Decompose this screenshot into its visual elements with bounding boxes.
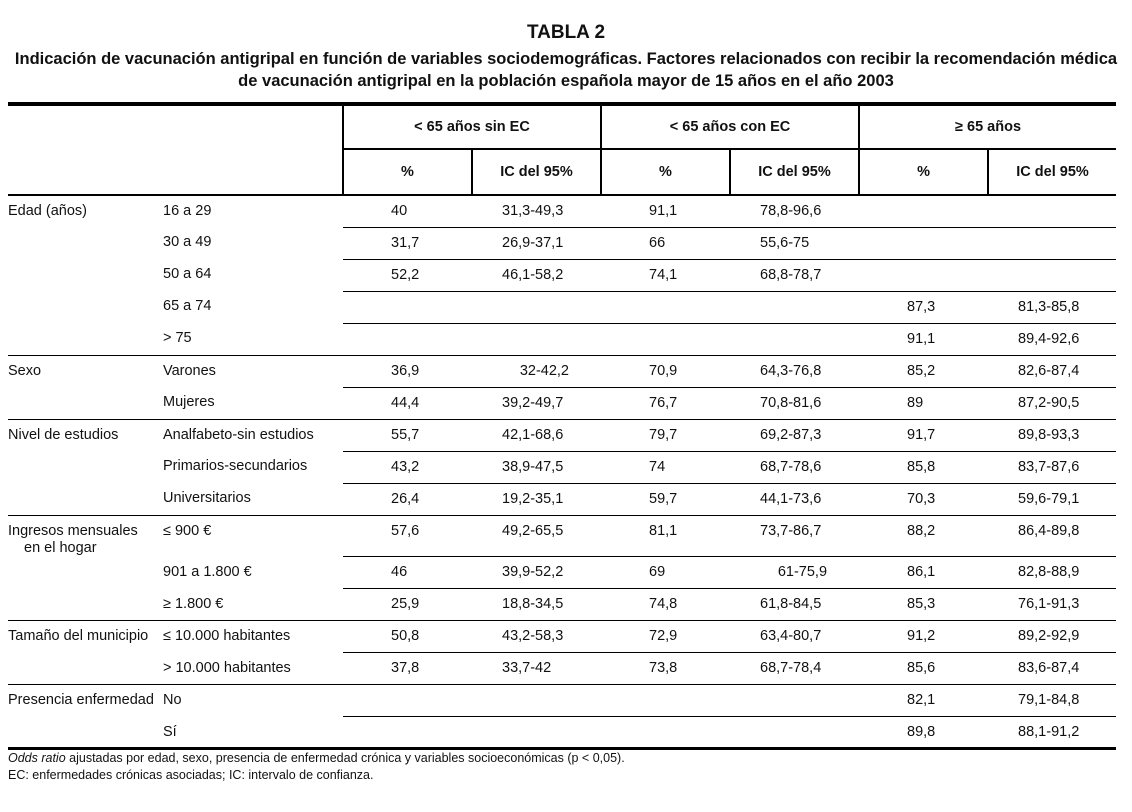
table-row bbox=[8, 653, 1116, 685]
row-category-label: Edad (años) bbox=[8, 203, 87, 219]
cell-ic: 44,1-73,6 bbox=[730, 483, 859, 515]
header-pct: % bbox=[343, 149, 472, 195]
cell-pct: 26,4 bbox=[343, 483, 472, 515]
cell-pct: 89,8 bbox=[859, 717, 988, 749]
cell-pct: 91,1 bbox=[859, 323, 988, 355]
row-category bbox=[8, 195, 160, 227]
cell-ic: 49,2-65,5 bbox=[472, 515, 601, 557]
header-empty bbox=[8, 104, 343, 149]
row-label: 901 a 1.800 € bbox=[163, 563, 252, 580]
cell-pct: 89 bbox=[859, 387, 988, 419]
table-row bbox=[8, 419, 1116, 451]
cell-ic: 69,2-87,3 bbox=[730, 419, 859, 451]
row-category-label: Ingresos mensuales bbox=[8, 522, 138, 539]
header-pct: % bbox=[859, 149, 988, 195]
cell-pct bbox=[601, 685, 730, 717]
row-label: Sí bbox=[160, 717, 343, 749]
cell-ic: 61-75,9 bbox=[730, 557, 859, 589]
row-label: Analfabeto-sin estudios bbox=[163, 426, 314, 443]
footnote-1 bbox=[8, 751, 625, 765]
cell-pct bbox=[601, 291, 730, 323]
cell-pct: 70,9 bbox=[601, 355, 730, 387]
cell-pct: 44,4 bbox=[343, 387, 472, 419]
row-category bbox=[8, 557, 160, 589]
cell-ic bbox=[988, 259, 1116, 291]
row-category bbox=[8, 515, 160, 557]
row-category-label: Nivel de estudios bbox=[8, 426, 119, 443]
table-row bbox=[8, 259, 1116, 291]
cell-ic: 82,6-87,4 bbox=[988, 355, 1116, 387]
footnote-1-italic: Odds ratio bbox=[8, 751, 66, 765]
footnote-2: EC: enfermedades crónicas asociadas; IC: intervalo de confianza. bbox=[8, 768, 374, 782]
cell-ic: 81,3-85,8 bbox=[988, 291, 1116, 323]
cell-pct: 31,7 bbox=[343, 227, 472, 259]
cell-pct: 70,3 bbox=[859, 483, 988, 515]
cell-pct: 59,7 bbox=[601, 483, 730, 515]
table-row bbox=[8, 195, 1116, 227]
header-group-2: < 65 años con EC bbox=[601, 104, 859, 149]
cell-ic: 86,4-89,8 bbox=[988, 515, 1116, 557]
cell-pct bbox=[859, 195, 988, 227]
footnote-1-rest: ajustadas por edad, sexo, presencia de enfermedad crónica y variables socioeconómicas (p < 0,05). bbox=[65, 751, 625, 765]
cell-pct: 36,9 bbox=[343, 355, 472, 387]
cell-ic: 76,1-91,3 bbox=[988, 589, 1116, 621]
table-row bbox=[8, 589, 1116, 621]
cell-ic: 68,7-78,6 bbox=[730, 451, 859, 483]
cell-ic: 63,4-80,7 bbox=[730, 621, 859, 653]
cell-ic: 55,6-75 bbox=[730, 227, 859, 259]
cell-pct: 52,2 bbox=[343, 259, 472, 291]
cell-pct: 76,7 bbox=[601, 387, 730, 419]
row-category bbox=[8, 323, 160, 355]
row-label: 16 a 29 bbox=[163, 203, 212, 219]
cell-pct: 85,8 bbox=[859, 451, 988, 483]
row-category bbox=[8, 621, 160, 653]
header-pct: % bbox=[601, 149, 730, 195]
cell-ic: 68,7-78,4 bbox=[730, 653, 859, 685]
cell-ic: 32-42,2 bbox=[472, 355, 601, 387]
cell-ic: 83,7-87,6 bbox=[988, 451, 1116, 483]
table-title-line2: de vacunación antigripal en la población española mayor de 15 años en el año 2003 bbox=[238, 72, 894, 90]
row-category-label-2: en el hogar bbox=[24, 539, 97, 556]
table-row bbox=[8, 387, 1116, 419]
cell-ic: 73,7-86,7 bbox=[730, 515, 859, 557]
cell-ic bbox=[472, 685, 601, 717]
row-category bbox=[8, 419, 160, 451]
cell-pct bbox=[343, 717, 472, 749]
cell-pct bbox=[601, 717, 730, 749]
cell-pct: 25,9 bbox=[343, 589, 472, 621]
header-ic: IC del 95% bbox=[988, 149, 1116, 195]
cell-pct: 66 bbox=[601, 227, 730, 259]
row-label: 30 a 49 bbox=[163, 234, 212, 250]
cell-ic: 87,2-90,5 bbox=[988, 387, 1116, 419]
table-row bbox=[8, 355, 1116, 387]
cell-pct: 40 bbox=[343, 195, 472, 227]
cell-ic: 89,4-92,6 bbox=[988, 323, 1116, 355]
cell-pct: 81,1 bbox=[601, 515, 730, 557]
cell-pct: 91,2 bbox=[859, 621, 988, 653]
row-category bbox=[8, 355, 160, 387]
table-body bbox=[8, 195, 1116, 749]
cell-ic: 68,8-78,7 bbox=[730, 259, 859, 291]
cell-ic: 61,8-84,5 bbox=[730, 589, 859, 621]
cell-pct: 86,1 bbox=[859, 557, 988, 589]
row-label: 50 a 64 bbox=[163, 266, 212, 282]
cell-ic: 89,8-93,3 bbox=[988, 419, 1116, 451]
cell-ic: 82,8-88,9 bbox=[988, 557, 1116, 589]
row-label: Mujeres bbox=[160, 387, 343, 419]
cell-ic bbox=[730, 685, 859, 717]
table-row bbox=[8, 483, 1116, 515]
cell-ic: 46,1-58,2 bbox=[472, 259, 601, 291]
row-category bbox=[8, 653, 160, 685]
row-label: Varones bbox=[163, 362, 216, 379]
row-category bbox=[8, 291, 160, 323]
header-group-3: ≥ 65 años bbox=[859, 104, 1116, 149]
cell-ic: 88,1-91,2 bbox=[988, 717, 1116, 749]
cell-pct: 50,8 bbox=[343, 621, 472, 653]
table-row bbox=[8, 621, 1116, 653]
row-category bbox=[8, 685, 160, 717]
cell-ic bbox=[472, 323, 601, 355]
cell-ic: 31,3-49,3 bbox=[472, 195, 601, 227]
cell-ic: 26,9-37,1 bbox=[472, 227, 601, 259]
cell-pct: 74,1 bbox=[601, 259, 730, 291]
cell-pct: 69 bbox=[601, 557, 730, 589]
row-label: ≤ 900 € bbox=[163, 522, 212, 539]
cell-ic: 18,8-34,5 bbox=[472, 589, 601, 621]
cell-pct: 74 bbox=[601, 451, 730, 483]
cell-pct: 72,9 bbox=[601, 621, 730, 653]
cell-ic: 89,2-92,9 bbox=[988, 621, 1116, 653]
cell-pct: 88,2 bbox=[859, 515, 988, 557]
cell-ic: 43,2-58,3 bbox=[472, 621, 601, 653]
cell-ic: 70,8-81,6 bbox=[730, 387, 859, 419]
cell-ic: 83,6-87,4 bbox=[988, 653, 1116, 685]
row-label: 65 a 74 bbox=[163, 298, 212, 314]
table-row bbox=[8, 557, 1116, 589]
cell-ic bbox=[472, 717, 601, 749]
cell-pct: 87,3 bbox=[859, 291, 988, 323]
row-category bbox=[8, 259, 160, 291]
cell-pct: 43,2 bbox=[343, 451, 472, 483]
row-category-label: Sexo bbox=[8, 362, 42, 379]
cell-pct bbox=[601, 323, 730, 355]
cell-pct: 91,1 bbox=[601, 195, 730, 227]
cell-ic: 38,9-47,5 bbox=[472, 451, 601, 483]
table-label: TABLA 2 bbox=[526, 22, 606, 43]
row-category bbox=[8, 717, 160, 749]
cell-pct: 91,7 bbox=[859, 419, 988, 451]
cell-ic: 79,1-84,8 bbox=[988, 685, 1116, 717]
cell-ic bbox=[988, 195, 1116, 227]
cell-pct: 37,8 bbox=[343, 653, 472, 685]
row-label: > 75 bbox=[160, 323, 343, 355]
table-row bbox=[8, 323, 1116, 355]
table-row bbox=[8, 515, 1116, 557]
row-category bbox=[8, 227, 160, 259]
table-row bbox=[8, 451, 1116, 483]
cell-pct: 82,1 bbox=[859, 685, 988, 717]
cell-pct: 79,7 bbox=[601, 419, 730, 451]
cell-pct bbox=[343, 685, 472, 717]
cell-ic bbox=[730, 323, 859, 355]
row-label: Primarios-secundarios bbox=[163, 458, 308, 474]
data-table bbox=[8, 102, 1116, 750]
row-label: ≤ 10.000 habitantes bbox=[163, 628, 291, 644]
cell-pct: 74,8 bbox=[601, 589, 730, 621]
cell-pct bbox=[859, 227, 988, 259]
cell-pct: 85,6 bbox=[859, 653, 988, 685]
table-row bbox=[8, 291, 1116, 323]
cell-pct bbox=[859, 259, 988, 291]
table-row bbox=[8, 227, 1116, 259]
header-group-1: < 65 años sin EC bbox=[343, 104, 601, 149]
table-title-line1: Indicación de vacunación antigripal en función de variables sociodemográficas. Factores relacionados con recibir la recomendación médica bbox=[14, 50, 1118, 68]
header-empty-2 bbox=[8, 149, 343, 195]
row-label: > 10.000 habitantes bbox=[160, 653, 343, 685]
row-category-label: Tamaño del municipio bbox=[8, 628, 149, 644]
cell-ic: 78,8-96,6 bbox=[730, 195, 859, 227]
table-row bbox=[8, 717, 1116, 749]
cell-pct: 85,3 bbox=[859, 589, 988, 621]
cell-ic: 19,2-35,1 bbox=[472, 483, 601, 515]
cell-ic: 33,7-42 bbox=[472, 653, 601, 685]
row-category bbox=[8, 483, 160, 515]
cell-ic bbox=[730, 717, 859, 749]
cell-ic: 39,2-49,7 bbox=[472, 387, 601, 419]
cell-ic: 64,3-76,8 bbox=[730, 355, 859, 387]
cell-pct bbox=[343, 323, 472, 355]
row-label: ≥ 1.800 € bbox=[160, 589, 343, 621]
row-label: Universitarios bbox=[160, 483, 343, 515]
header-ic: IC del 95% bbox=[472, 149, 601, 195]
cell-ic bbox=[730, 291, 859, 323]
cell-pct bbox=[343, 291, 472, 323]
cell-pct: 46 bbox=[343, 557, 472, 589]
cell-pct: 55,7 bbox=[343, 419, 472, 451]
cell-pct: 73,8 bbox=[601, 653, 730, 685]
row-label: No bbox=[163, 692, 182, 708]
header-ic: IC del 95% bbox=[730, 149, 859, 195]
cell-ic: 39,9-52,2 bbox=[472, 557, 601, 589]
row-category bbox=[8, 589, 160, 621]
cell-pct: 85,2 bbox=[859, 355, 988, 387]
row-category bbox=[8, 451, 160, 483]
cell-ic bbox=[472, 291, 601, 323]
cell-pct: 57,6 bbox=[343, 515, 472, 557]
cell-ic: 42,1-68,6 bbox=[472, 419, 601, 451]
row-category bbox=[8, 387, 160, 419]
row-category-label: Presencia enfermedad bbox=[8, 692, 154, 708]
cell-ic bbox=[988, 227, 1116, 259]
table-row bbox=[8, 685, 1116, 717]
cell-ic: 59,6-79,1 bbox=[988, 483, 1116, 515]
